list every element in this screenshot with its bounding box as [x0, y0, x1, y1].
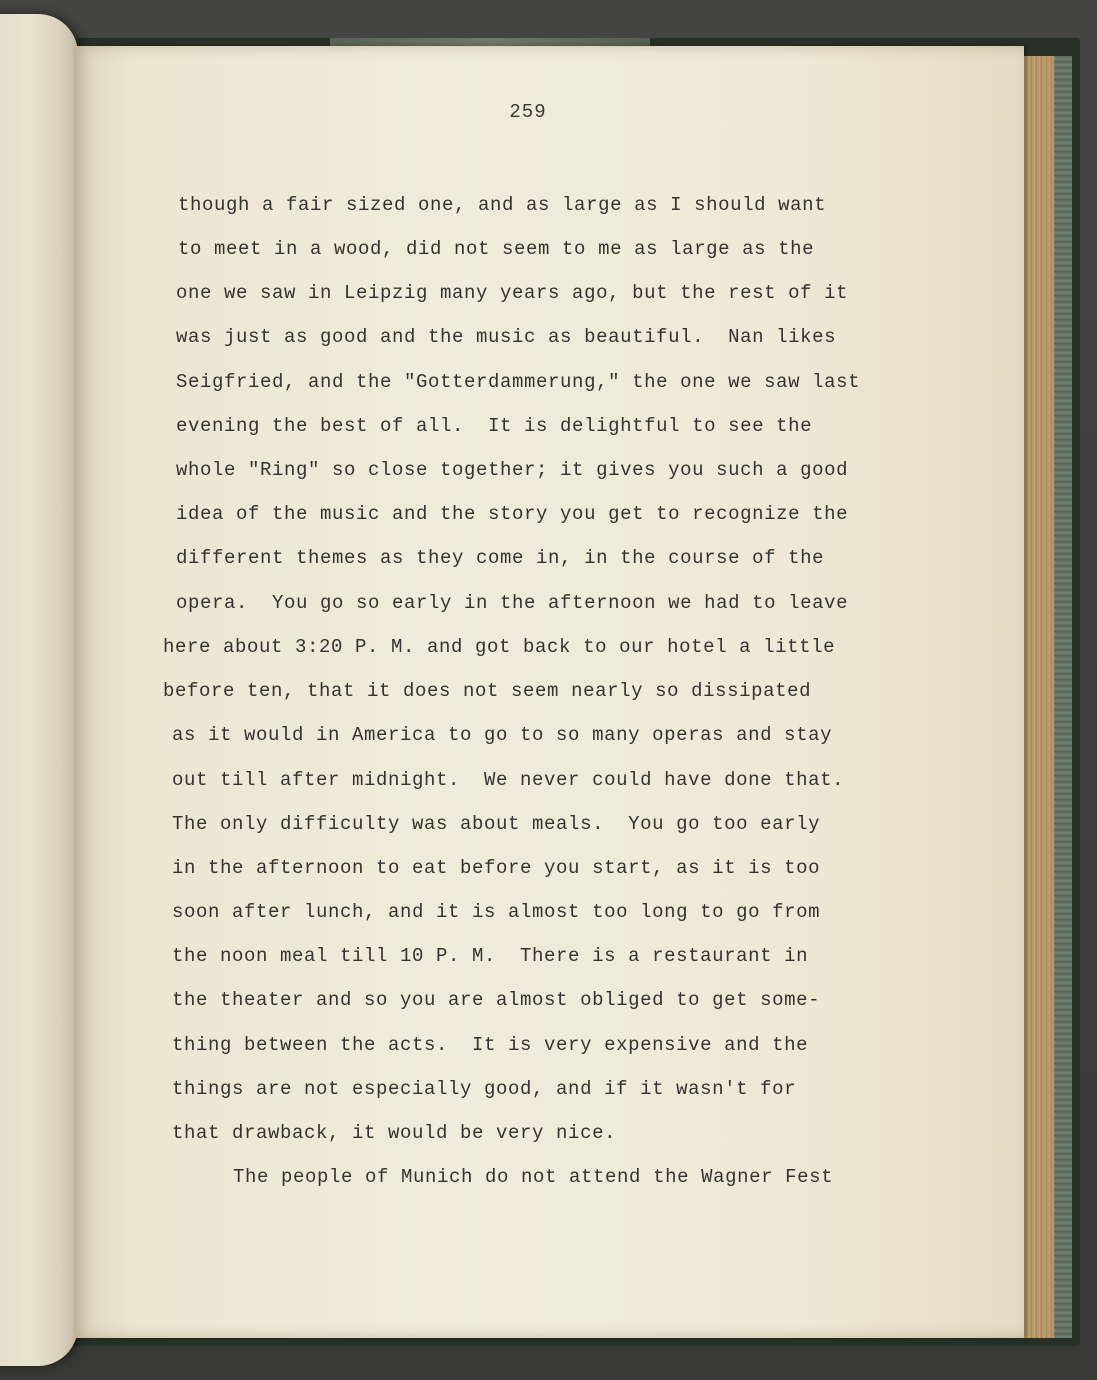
text-line-13: as it would in America to go to so many operas and stay: [172, 724, 833, 746]
text-line-14: out till after midnight. We never could have done that.: [172, 769, 845, 791]
text-line-6: evening the best of all. It is delightful to see the: [176, 415, 813, 437]
text-line-11: here about 3:20 P. M. and got back to our hotel a little: [163, 636, 836, 658]
text-line-17: soon after lunch, and it is almost too long to go from: [172, 901, 821, 923]
text-line-18: the noon meal till 10 P. M. There is a restaurant in: [172, 945, 809, 967]
text-line-8: idea of the music and the story you get to recognize the: [176, 503, 849, 525]
text-line-1: though a fair sized one, and as large as I should want: [178, 194, 827, 216]
text-line-12: before ten, that it does not seem nearly so dissipated: [163, 680, 812, 702]
text-line-21: things are not especially good, and if it wasn't for: [172, 1078, 797, 1100]
text-line-16: in the afternoon to eat before you start, as it is too: [172, 857, 821, 879]
text-line-7: whole "Ring" so close together; it gives you such a good: [176, 459, 849, 481]
text-line-9: different themes as they come in, in the course of the: [176, 547, 825, 569]
text-line-19: the theater and so you are almost obliged to get some-: [172, 989, 821, 1011]
text-line-20: thing between the acts. It is very expensive and the: [172, 1034, 809, 1056]
text-line-15: The only difficulty was about meals. You go too early: [172, 813, 821, 835]
facing-page-edge: [0, 14, 78, 1366]
page-number: 259: [509, 101, 547, 123]
text-line-4: was just as good and the music as beautiful. Nan likes: [176, 326, 837, 348]
text-line-2: to meet in a wood, did not seem to me as large as the: [178, 238, 815, 260]
text-line-22: that drawback, it would be very nice.: [172, 1122, 617, 1144]
text-line-3: one we saw in Leipzig many years ago, but the rest of it: [176, 282, 849, 304]
text-line-5: Seigfried, and the "Gotterdammerung," the one we saw last: [176, 371, 861, 393]
spine-cloth: [1054, 56, 1072, 1338]
text-line-10: opera. You go so early in the afternoon we had to leave: [176, 592, 849, 614]
text-line-23: The people of Munich do not attend the Wagner Fest: [233, 1166, 834, 1188]
